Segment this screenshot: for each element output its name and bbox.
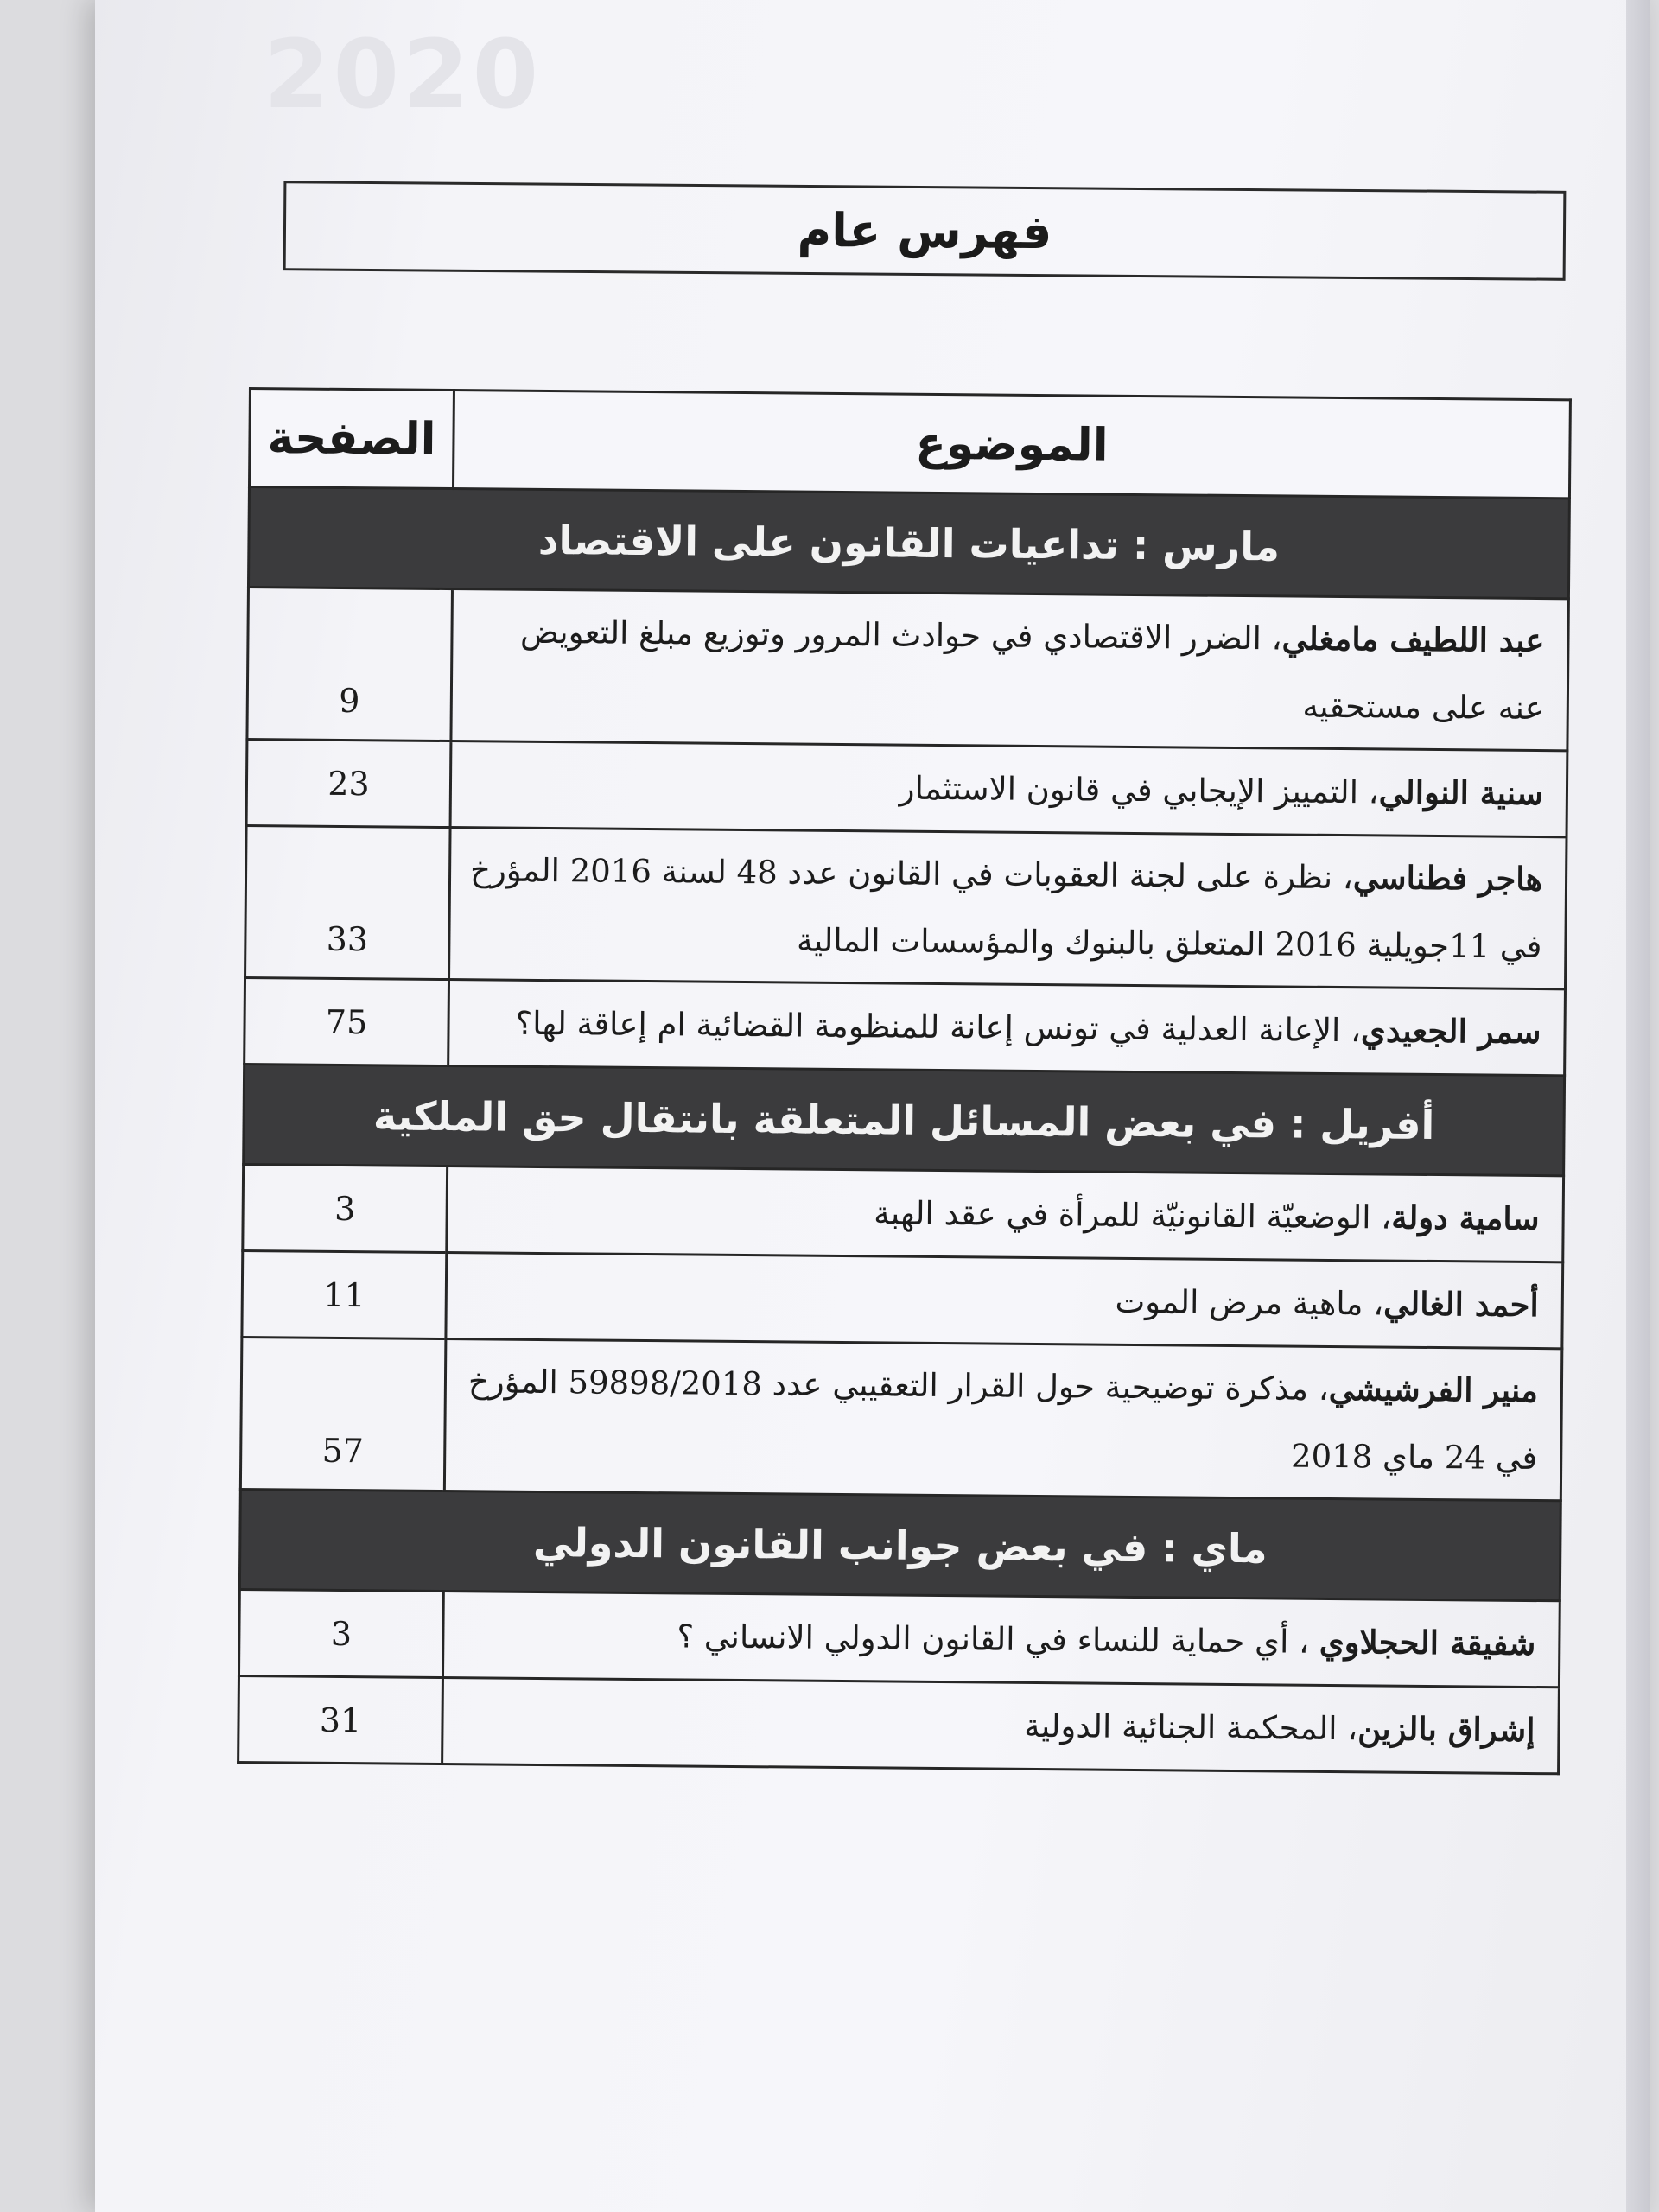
entry-page: 23 [246, 739, 451, 827]
entry-title: مذكرة توضيحية حول القرار التعقيبي عدد 59898/2018 المؤرخ في 24 ماي 2018 [467, 1363, 1538, 1478]
table-row [247, 588, 1568, 751]
entry-topic: منير الفرشيشي، مذكرة توضيحية حول القرار التعقيبي عدد 59898/2018 المؤرخ في 24 ماي 2018 [444, 1339, 1561, 1501]
entry-topic: أحمد الغالي، ماهية مرض الموت [446, 1253, 1563, 1349]
entry-title: الإعانة العدلية في تونس إعانة للمنظومة القضائية ام إعاقة لها؟ [515, 1004, 1341, 1050]
entry-author: سمر الجعيدي [1360, 1011, 1541, 1052]
page-title: فهرس عام [797, 202, 1052, 259]
entry-author: منير الفرشيشي [1328, 1369, 1539, 1410]
entry-page: 57 [240, 1337, 446, 1491]
page-edge [1626, 0, 1650, 2212]
table-row [240, 1337, 1561, 1500]
section-heading-row [239, 1489, 1560, 1600]
toc-table [237, 387, 1572, 1775]
table-of-contents [237, 387, 1569, 1775]
entry-page: 75 [245, 977, 449, 1065]
table-row [245, 825, 1567, 988]
header-topic: الموضوع [453, 391, 1570, 499]
section-heading: أفريل : في بعض المسائل المتعلقة بانتقال حق الملكية [244, 1064, 1565, 1175]
entry-author: أحمد الغالي [1382, 1284, 1539, 1325]
entry-page: 11 [242, 1250, 447, 1338]
entry-title: المحكمة الجنائية الدولية [1024, 1707, 1338, 1748]
entry-topic: عبد اللطيف مامغلي، الضرر الاقتصادي في حوادث المرور وتوزيع مبلغ التعويض عنه على مستحقيه [451, 589, 1568, 751]
table-row [238, 1589, 1560, 1687]
entry-author: سامية دولة [1391, 1198, 1540, 1238]
year-watermark: 2020 [264, 19, 543, 130]
header-page: الصفحة [249, 389, 454, 489]
entry-title: التمييز الإيجابي في قانون الاستثمار [899, 769, 1359, 811]
entry-topic: هاجر فطناسي، نظرة على لجنة العقوبات في القانون عدد 48 لسنة 2016 المؤرخ في 11جويلية 2016 المتعلق بالبنوك والمؤسسات المالية [449, 828, 1567, 989]
entry-author: شفيقة الحجلاوي [1319, 1622, 1536, 1663]
entry-page: 31 [238, 1675, 443, 1764]
entry-topic: سمر الجعيدي، الإعانة العدلية في تونس إعانة للمنظومة القضائية ام إعاقة لها؟ [448, 980, 1566, 1076]
entry-title: الضرر الاقتصادي في حوادث المرور وتوزيع مبلغ التعويض عنه على مستحقيه [519, 613, 1545, 728]
title-box [283, 181, 1567, 281]
entry-title: ماهية مرض الموت [1115, 1282, 1363, 1323]
entry-topic: سامية دولة، الوضعيّة القانونيّة للمرأة في عقد الهبة [447, 1166, 1564, 1262]
table-row [238, 1675, 1560, 1773]
entry-title: الوضعيّة القانونيّة للمرأة في عقد الهبة [874, 1194, 1371, 1236]
table-row [242, 1250, 1563, 1348]
entry-author: إشراق بالزين [1357, 1709, 1535, 1750]
table-row [246, 739, 1567, 836]
entry-page: 3 [238, 1589, 443, 1677]
section-heading-row [244, 1064, 1565, 1175]
entry-title: أي حماية للنساء في القانون الدولي الانساني ؟ [677, 1618, 1289, 1661]
table-row [245, 977, 1566, 1075]
table-row [243, 1164, 1564, 1262]
entry-page: 9 [247, 588, 453, 741]
entry-author: عبد اللطيف مامغلي [1281, 619, 1545, 660]
section-heading-row [248, 487, 1569, 599]
entry-page: 3 [243, 1164, 448, 1252]
entry-author: هاجر فطناسي [1352, 858, 1543, 899]
toc-header-row [249, 389, 1570, 499]
entry-page: 33 [245, 825, 451, 979]
section-heading: ماي : في بعض جوانب القانون الدولي [239, 1489, 1560, 1600]
entry-topic: سنية النوالي، التمييز الإيجابي في قانون الاستثمار [450, 741, 1567, 837]
entry-topic: إشراق بالزين، المحكمة الجنائية الدولية [442, 1678, 1560, 1774]
entry-title: نظرة على لجنة العقوبات في القانون عدد 48 لسنة 2016 المؤرخ في 11جويلية 2016 المتعلق بالبنوك والمؤسسات المالية [469, 851, 1542, 966]
section-heading: مارس : تداعيات القانون على الاقتصاد [248, 487, 1569, 599]
entry-topic: شفيقة الحجلاوي ، أي حماية للنساء في القانون الدولي الانساني ؟ [442, 1592, 1560, 1688]
entry-author: سنية النوالي [1378, 772, 1544, 813]
